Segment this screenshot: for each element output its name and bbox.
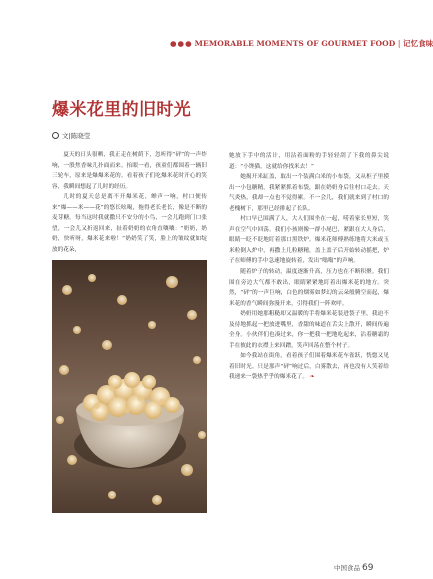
paragraph: 村口早已围满了人，大人们围坐在一起，唠着家长里短，笑声在空气中回荡。我们小孩则像一群小尾巴，紧跟在大人身后，眼睛一眨不眨地盯着那口黑铁炉。爆米花师傅熟练地将大米或玉米粒倒入炉中，再撒上几粒糖精，盖上盖子后开始转动摇把，炉子在师傅的手中急速地旋转着，发出“嗡嗡”的声响。 — [229, 216, 389, 265]
author-name: 文|陈晓莹 — [62, 132, 91, 140]
paragraph: 随着炉子的转动，温度逐渐升高，压力也在不断积聚。我们围在旁边大气都不敢出，眼睛紧紧地盯着出爆米花的地方。突然，“砰”的一声巨响，白色的烟雾如梦幻的云朵般腾空而起，爆米花的香气瞬间弥漫开来，引得我们一阵欢呼。 — [229, 269, 389, 307]
author-line — [52, 131, 90, 140]
left-column — [52, 150, 207, 255]
paragraph: 儿时的夏天总是离不开爆米花，蝉声一响，村口便传来“爆——米——花”的悠长吆喝，拖得老长老长，像是不断的麦芽糖。每当这时我就撒只不安分的小鸟，一会儿跑到门口张望，一会儿又折返回来，扯着奶奶的衣角直嚷嚷：“奶奶，奶奶，快听呀，爆米花来啦！”奶奶笑了笑，脸上的皱纹就如绽放的花朵， — [52, 194, 207, 253]
paragraph-last — [229, 351, 389, 383]
page-number: 69 — [362, 563, 374, 573]
circle-bullet-icon — [52, 132, 59, 139]
popcorn-photo — [52, 260, 207, 513]
magazine-name: 中国食品 — [334, 564, 360, 572]
popcorn-bowl-image — [52, 260, 207, 513]
page-footer — [334, 563, 373, 573]
header-separator: | — [395, 39, 403, 48]
right-column — [229, 151, 389, 383]
article-title: 爆米花里的旧时光 — [52, 100, 192, 120]
paragraph: 她揭开米缸盖，取出一个装满白米的小布袋，又从柜子里摸出一小包糖精。我紧紧抓着布袋，跟在奶奶身后往村口走去。天气炎热，我却一点也不觉得累。不一会儿，我们就来到了村口的老槐树下，那里已经排起了长队。 — [229, 174, 389, 212]
section-header — [170, 38, 433, 49]
end-mark-icon: ❧ — [309, 374, 315, 381]
paragraph: 她放下手中的活计，用沾着面粉的手轻轻刮了下我的鼻尖说道：“小馋猫，这就给你找米去！” — [229, 153, 389, 170]
paragraph: 奶奶用她那粗糙却又温暖的手将爆米花装进袋子里，我迫不及待地抓起一把放进嘴里，香甜的味道在舌尖上散开，瞬间传遍全身。小伙伴们也凑过来，你一把我一把地吃起来，沾着糖霜的手在彼此的衣襟上来回蹭，笑声回荡在整个村子。 — [229, 311, 389, 349]
header-title-zh: 记忆食味 — [403, 39, 433, 48]
last-paragraph-text: 如今我站在街角，看着孩子们围着爆米花车雀跃，恍惚又见着旧时光。只是那声“砰”响过后，白雾散去，再也没有人笑着给我递来一袋热乎乎的爆米花了。 — [229, 353, 389, 381]
header-dots: ●●● — [170, 39, 193, 48]
header-title-en: MEMORABLE MOMENTS OF GOURMET FOOD — [194, 39, 396, 48]
paragraph: 夏天的日头很晒，我正走在树荫下，忽听得“砰”的一声炸响，一股焦香味儿扑面而来。抬眼一看，孩童们都围着一辆旧三轮车，原来是爆爆米花的。看着孩子们吃爆米花时开心的笑容，我瞬间想起了儿时的经历。 — [52, 152, 207, 190]
